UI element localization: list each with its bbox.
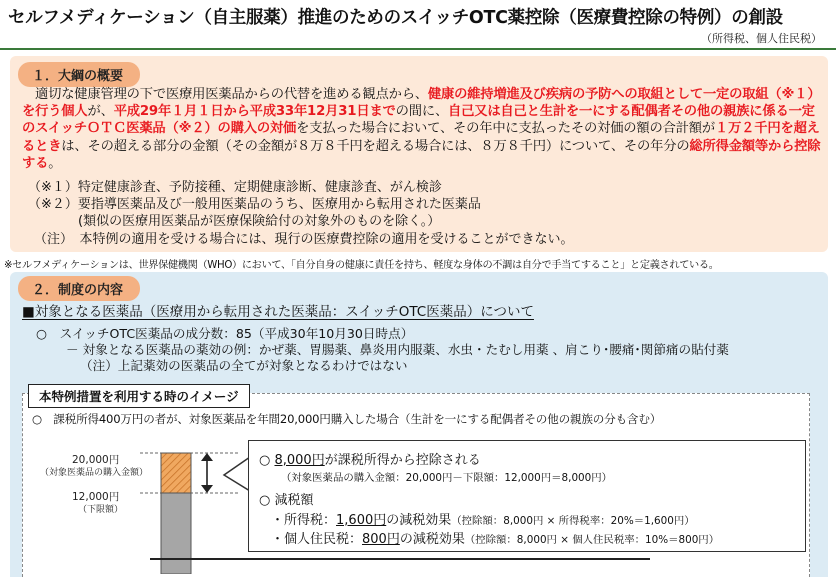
section1-header: １．大綱の概要 [18,62,140,87]
circle-bullet-icon: ○ [259,453,271,468]
body-text: は、その超える部分の金額（その金額が８万８千円を超える場合には、８万８千円）について、その年分の [61,138,690,154]
note-3: （注） 本特例の適用を受ける場合には、現行の医療費控除の適用を受けることができない。 [34,232,574,247]
resident-tax-line [271,528,719,547]
arrow-down-icon [201,485,213,493]
page-subtitle: （所得税、個人住民税） [701,32,822,45]
reduction-title: 減税額 [274,493,314,508]
body-highlight: 健康の維持増進及び疾病の予防への取組として一定の取組（※１）を行う個人 [22,87,821,120]
label-lower-limit-sub: （下限額） [78,505,124,515]
body-highlight: 総所得金額等から控除する [22,138,821,171]
illustration-tag: 本特例措置を利用する時のイメージ [28,384,250,408]
deduction-text: が課税所得から控除される [324,453,481,468]
efficacy-examples: － 対象となる医薬品の薬効の例：かぜ薬、胃腸薬、鼻炎用内服薬、水虫・たむし用薬 、肩こり･腰痛･関節痛の貼付薬 [66,342,729,357]
note-2: （※２）要指導医薬品及び一般用医薬品のうち、医療用から転用された医薬品 [28,197,481,212]
body-text: 適切な健康管理の下で医療用医薬品からの代替を進める観点から、 [35,87,428,102]
efficacy-note: （注）上記薬効の医薬品の全てが対象となるわけではない [80,358,408,373]
deduction-amount: 8,000円 [274,453,325,468]
body-highlight: 平成29年１月１日から平成33年12月31日まで [113,104,396,120]
title-divider [0,48,836,50]
deduction-callout [248,440,806,552]
body-highlight: １万２千円を超えるとき [22,121,820,154]
resident-tax-amount: 800円 [362,532,400,547]
label-purchase-amount: 20,000円 [72,454,120,466]
body-highlight: 自己又は自己と生計を一にする配偶者その他の親族に係る一定のスイッチＯＴＣ医薬品（※２）の購入の対価 [22,104,815,137]
income-tax-line [271,509,695,528]
ingredient-count: ○ スイッチOTC医薬品の成分数：85（平成30年10月30日時点） [36,326,414,341]
body-text: 。 [48,155,62,171]
callout-deduction-line [259,449,481,468]
section2-subtitle: ■対象となる医薬品（医療用から転用された医薬品：スイッチOTC医薬品）について [22,304,534,320]
note-1: （※１）特定健康診査、予防接種、定期健康診断、健康診査、がん検診 [28,180,442,195]
label-purchase-amount-sub: （対象医薬品の購入金額） [40,468,149,478]
label-lower-limit: 12,000円 [72,491,120,503]
note-2-detail: (類似の医療用医薬品が医療保険給付の対象外のものを除く。） [78,214,441,229]
section2-header: ２．制度の内容 [18,276,140,301]
deduction-calculation: （対象医薬品の購入金額：20,000円－下限額：12,000円＝8,000円） [281,472,613,484]
circle-bullet-icon: ○ [259,493,271,508]
arrow-up-icon [201,453,213,461]
footnote: ※セルフメディケーションは、世界保健機関（WHO）において、「自分自身の健康に責任を持ち、軽度な身体の不調は自分で手当てすること」と定義されている。 [4,260,719,271]
chart-baseline [150,558,650,560]
body-text: の間に、 [395,104,449,120]
section1-body [22,86,822,172]
resident-tax-label: ・個人住民税： [271,532,363,547]
body-text: が、 [87,104,114,120]
income-tax-calculation: （控除額：8,000円 × 所得税率：20%＝1,600円） [451,515,695,527]
callout-reduction-title [259,489,314,508]
case-description: ○ 課税所得400万円の者が、対象医薬品を年間20,000円購入した場合（生計を一にする配偶者その他の親族の分も含む） [32,412,662,426]
income-tax-amount: 1,600円 [336,513,387,528]
deductible-portion-bar [161,453,191,493]
body-text: を支払った場合において、その年中に支払ったその対価の額の合計額が [296,121,715,137]
page-title: セルフメディケーション（自主服薬）推進のためのスイッチOTC薬控除（医療費控除の特例）の創設 [8,8,783,28]
income-tax-effect: の減税効果 [386,513,452,528]
resident-tax-effect: の減税効果 [399,532,465,547]
income-tax-label: ・所得税： [271,513,337,528]
resident-tax-calculation: （控除額：8,000円 × 個人住民税率：10%＝800円） [464,534,720,546]
lower-limit-portion-bar [161,493,191,574]
